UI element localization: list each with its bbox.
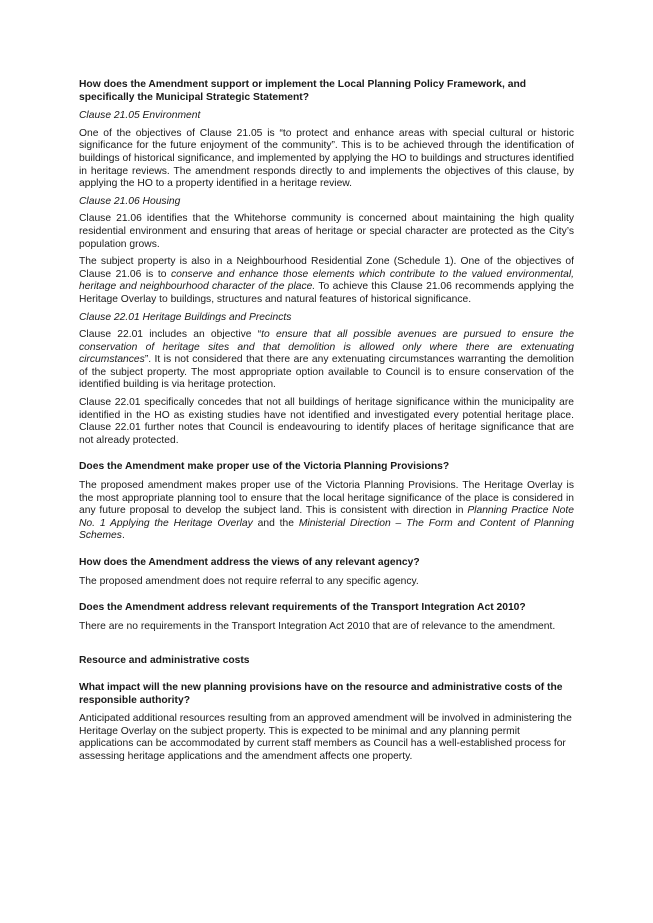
paragraph-clause-22-01-objective <box>79 329 574 392</box>
paragraph-impact-costs: Anticipated additional resources resulting from an approved amendment will be involved in administering the Heritage Overlay on the subject property. This is expected to be minimal and any planning permit applications can be accommodated by current staff members as Council has a well-established process for assessing heritage applications and the amendment affects one property. <box>79 713 572 762</box>
italic-practice-note: Planning Practice Note No. 1 Applying the Heritage Overlay <box>79 505 574 529</box>
heading-lppf: How does the Amendment support or implement the Local Planning Policy Framework, and specifically the Municipal Strategic Statement? <box>79 79 527 103</box>
heading-impact-costs: What impact will the new planning provisions have on the resource and administrative costs of the responsible authority? <box>79 681 563 706</box>
italic-ministerial-direction: Ministerial Direction – The Form and Content of Planning Schemes <box>79 517 575 542</box>
subheading-clause-21-06: Clause 21.06 Housing <box>79 195 181 207</box>
heading-vpp: Does the Amendment make proper use of the Victoria Planning Provisions? <box>79 461 450 473</box>
heading-resource-costs: Resource and administrative costs <box>79 655 250 667</box>
subheading-clause-22-01: Clause 22.01 Heritage Buildings and Precincts <box>79 311 292 323</box>
paragraph-clause-21-06-zone <box>79 256 574 306</box>
text-run: . <box>121 530 125 542</box>
paragraph-transport-act: There are no requirements in the Transport Integration Act 2010 that are of relevance to the amendment. <box>79 620 556 632</box>
text-run: Clause 22.01 includes an objective “ <box>79 329 262 341</box>
heading-agency: How does the Amendment address the views of any relevant agency? <box>79 557 420 568</box>
heading-transport-act: Does the Amendment address relevant requirements of the Transport Integration Act 2010? <box>79 602 526 614</box>
paragraph-agency: The proposed amendment does not require referral to any specific agency. <box>79 575 419 587</box>
text-run: The subject property is also in a Neighbourhood Residential Zone (Schedule 1). One of the objectives of Clause 21.06 is to <box>79 256 574 280</box>
document-page <box>79 79 574 769</box>
text-run: To achieve this Clause 21.06 recommends applying the Heritage Overlay to buildings, structures and natural features of historical significance. <box>79 281 574 305</box>
italic-objective: to ensure that all possible avenues are pursued to ensure the conservation of heritage sites and that demolition is allowed only where there are extenuating circumstances <box>79 329 574 366</box>
paragraph-clause-21-05: One of the objectives of Clause 21.05 is “to protect and enhance areas with special cultural or historic significance for the future enjoyment of the community”. This is to be achieved through the identification of buildings of historical significance, and implemented by applying the HO to buildings and structures identified in heritage reviews. The amendment responds directly to and implements the objectives of this clause, by applying the HO to a property identified in a heritage review. <box>79 127 574 190</box>
paragraph-vpp <box>79 480 574 543</box>
text-run: ”. It is not considered that there are any extenuating circumstances warranting the demolition of the subject property. The most appropriate option available to Council is to ensure conservation of the identified building is via heritage protection. <box>79 354 574 391</box>
text-run: and the <box>252 517 299 529</box>
paragraph-clause-21-06-community: Clause 21.06 identifies that the Whitehorse community is concerned about maintaining the high quality residential environment and ensuring that areas of heritage or special character are protected as the City’s population grows. <box>79 213 574 250</box>
text-run: The proposed amendment makes proper use of the Victoria Planning Provisions. The Heritage Overlay is the most appropriate planning tool to ensure that the local heritage significance of the place is considered in any future proposal to develop the subject land. This is consistent with direction in <box>79 480 574 517</box>
italic-objective: conserve and enhance those elements which contribute to the valued environmental, heritage and neighbourhood character of the place. <box>79 268 574 293</box>
subheading-clause-21-05: Clause 21.05 Environment <box>79 110 201 122</box>
paragraph-clause-22-01-concession: Clause 22.01 specifically concedes that not all buildings of heritage significance within the municipality are identified in the HO as existing studies have not identified and investigated every potential heritage place. Clause 22.01 further notes that Council is endeavouring to identify places of heritage significance that are not already protected. <box>79 397 574 446</box>
